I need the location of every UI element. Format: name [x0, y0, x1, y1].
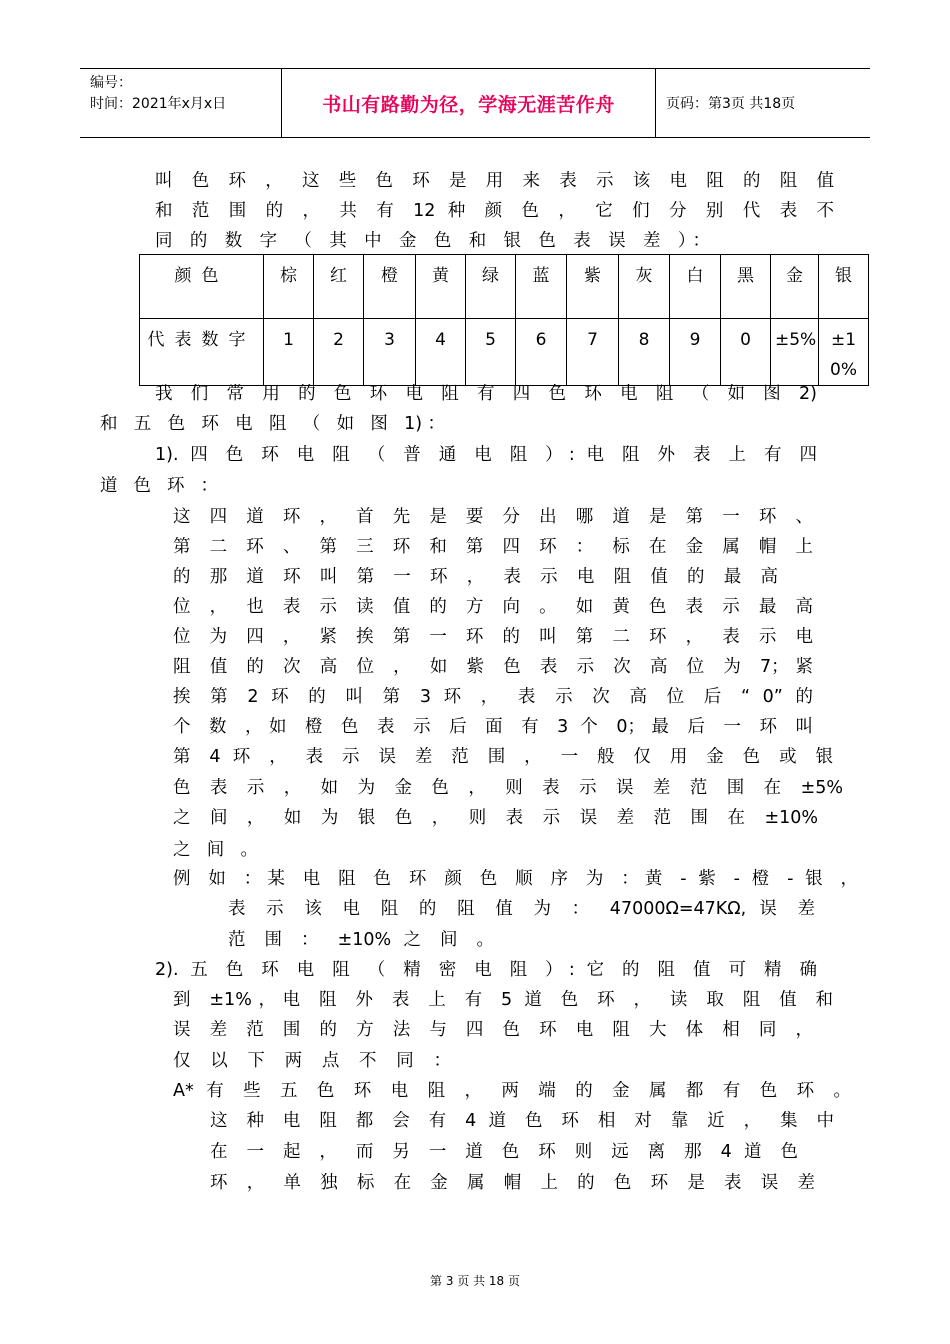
value-cell: 3 [364, 319, 416, 386]
color-cell: 绿 [466, 255, 516, 319]
color-cell: 橙 [364, 255, 416, 319]
time-label: 时间：2021年x月x日 [90, 96, 227, 112]
value-cell: 7 [567, 319, 619, 386]
value-cell: 6 [516, 319, 567, 386]
value-cell: ±5% [771, 319, 819, 386]
value-cell: 9 [670, 319, 721, 386]
color-cell: 白 [670, 255, 721, 319]
body-line: 环 ， 单 独 标 在 金 属 帽 上 的 色 环 是 表 误 差 [210, 1173, 815, 1193]
color-name-row [140, 255, 869, 319]
value-cell: 2 [314, 319, 364, 386]
color-cell: 黄 [416, 255, 466, 319]
paragraph-line: 和 范 围 的 ， 共 有 12 种 颜 色 ， 它 们 分 别 代 表 不 [155, 201, 834, 221]
color-cell: 蓝 [516, 255, 567, 319]
body-line: 道 色 环 ： [100, 476, 218, 496]
body-line: 和 五 色 环 电 阻 （ 如 图 1)： [100, 414, 445, 434]
page-header [80, 68, 870, 138]
body-line: 色 表 示 ， 如 为 金 色 ， 则 表 示 误 差 范 围 在 ±5% [173, 778, 843, 798]
header-page-info: 页码：第3页 共18页 [666, 96, 796, 112]
body-line: 的 那 道 环 叫 第 一 环 ， 表 示 电 阻 值 的 最 高 [173, 567, 778, 587]
value-cell: 0 [721, 319, 771, 386]
paragraph-line: 同 的 数 字 （ 其 中 金 色 和 银 色 表 误 差 ）： [155, 231, 710, 251]
body-line: 之 间 ， 如 为 银 色 ， 则 表 示 误 差 范 围 在 ±10% [173, 808, 818, 828]
color-cell: 银 [819, 255, 869, 319]
body-line: 1). 四 色 环 电 阻 （ 普 通 电 阻 ）: 电 阻 外 表 上 有 四 [155, 445, 817, 465]
color-cell: 红 [314, 255, 364, 319]
body-line: A* 有 些 五 色 环 电 阻 ， 两 端 的 金 属 都 有 色 环 。 [173, 1081, 851, 1101]
body-line: 到 ±1%，电 阻 外 表 上 有 5 道 色 环 ， 读 取 阻 值 和 [173, 990, 833, 1010]
color-cell: 紫 [567, 255, 619, 319]
color-cell: 黑 [721, 255, 771, 319]
body-line: 仅 以 下 两 点 不 同 ： [173, 1051, 451, 1071]
body-line: 2). 五 色 环 电 阻 （ 精 密 电 阻 ）: 它 的 阻 值 可 精 确 [155, 960, 817, 980]
header-meta [80, 69, 282, 137]
number-label: 编号： [90, 75, 132, 91]
body-line: 个 数 ，如 橙 色 表 示 后 面 有 3 个 0；最 后 一 环 叫 [173, 717, 813, 737]
color-cell: 金 [771, 255, 819, 319]
page-footer: 第 3 页 共 18 页 [430, 1274, 520, 1288]
color-row-header: 颜色 [140, 255, 264, 319]
body-line: 挨 第 2 环 的 叫 第 3 环 ， 表 示 次 高 位 后 “ 0” 的 [173, 687, 813, 707]
value-cell: 4 [416, 319, 466, 386]
color-cell: 灰 [619, 255, 670, 319]
value-cell: 1 [264, 319, 314, 386]
color-value-row [140, 319, 869, 386]
body-line: 范 围 ： ±10% 之 间 。 [228, 930, 494, 950]
header-page-info-cell [656, 69, 870, 137]
value-cell: ±10% [819, 319, 869, 386]
color-cell: 棕 [264, 255, 314, 319]
body-line: 我 们 常 用 的 色 环 电 阻 有 四 色 环 电 阻 （ 如 图 2) [155, 384, 817, 404]
value-cell: 8 [619, 319, 670, 386]
body-line: 误 差 范 围 的 方 法 与 四 色 环 电 阻 大 体 相 同 ， [173, 1020, 813, 1040]
body-line: 这 种 电 阻 都 会 有 4 道 色 环 相 对 靠 近 ， 集 中 [210, 1111, 834, 1131]
body-line: 第 4 环 ， 表 示 误 差 范 围 ， 一 般 仅 用 金 色 或 银 [173, 747, 833, 767]
body-line: 之 间 。 [173, 840, 258, 860]
body-line: 例 如 ：某 电 阻 色 环 颜 色 顺 序 为 ：黄 - 紫 - 橙 - 银 ， [173, 869, 858, 889]
body-line: 第 二 环 、 第 三 环 和 第 四 环 ： 标 在 金 属 帽 上 [173, 537, 813, 557]
paragraph-line: 叫 色 环 ， 这 些 色 环 是 用 来 表 示 该 电 阻 的 阻 值 [155, 171, 834, 191]
body-line: 阻 值 的 次 高 位 ， 如 紫 色 表 示 次 高 位 为 7；紧 [173, 657, 813, 677]
value-cell: 5 [466, 319, 516, 386]
color-code-table [139, 254, 869, 386]
body-line: 表 示 该 电 阻 的 阻 值 为 ： 47000Ω=47KΩ, 误 差 [228, 899, 815, 919]
body-line: 位 ， 也 表 示 读 值 的 方 向 。 如 黄 色 表 示 最 高 [173, 597, 813, 617]
header-motto-cell [282, 69, 656, 137]
body-line: 在 一 起 ， 而 另 一 道 色 环 则 远 离 那 4 道 色 [210, 1142, 798, 1162]
body-line: 这 四 道 环 ， 首 先 是 要 分 出 哪 道 是 第 一 环 、 [173, 507, 813, 527]
header-motto: 书山有路勤为径，学海无涯苦作舟 [322, 93, 615, 116]
value-row-header: 代表数字 [140, 319, 264, 386]
body-line: 位 为 四 ， 紧 挨 第 一 环 的 叫 第 二 环 ， 表 示 电 [173, 627, 813, 647]
